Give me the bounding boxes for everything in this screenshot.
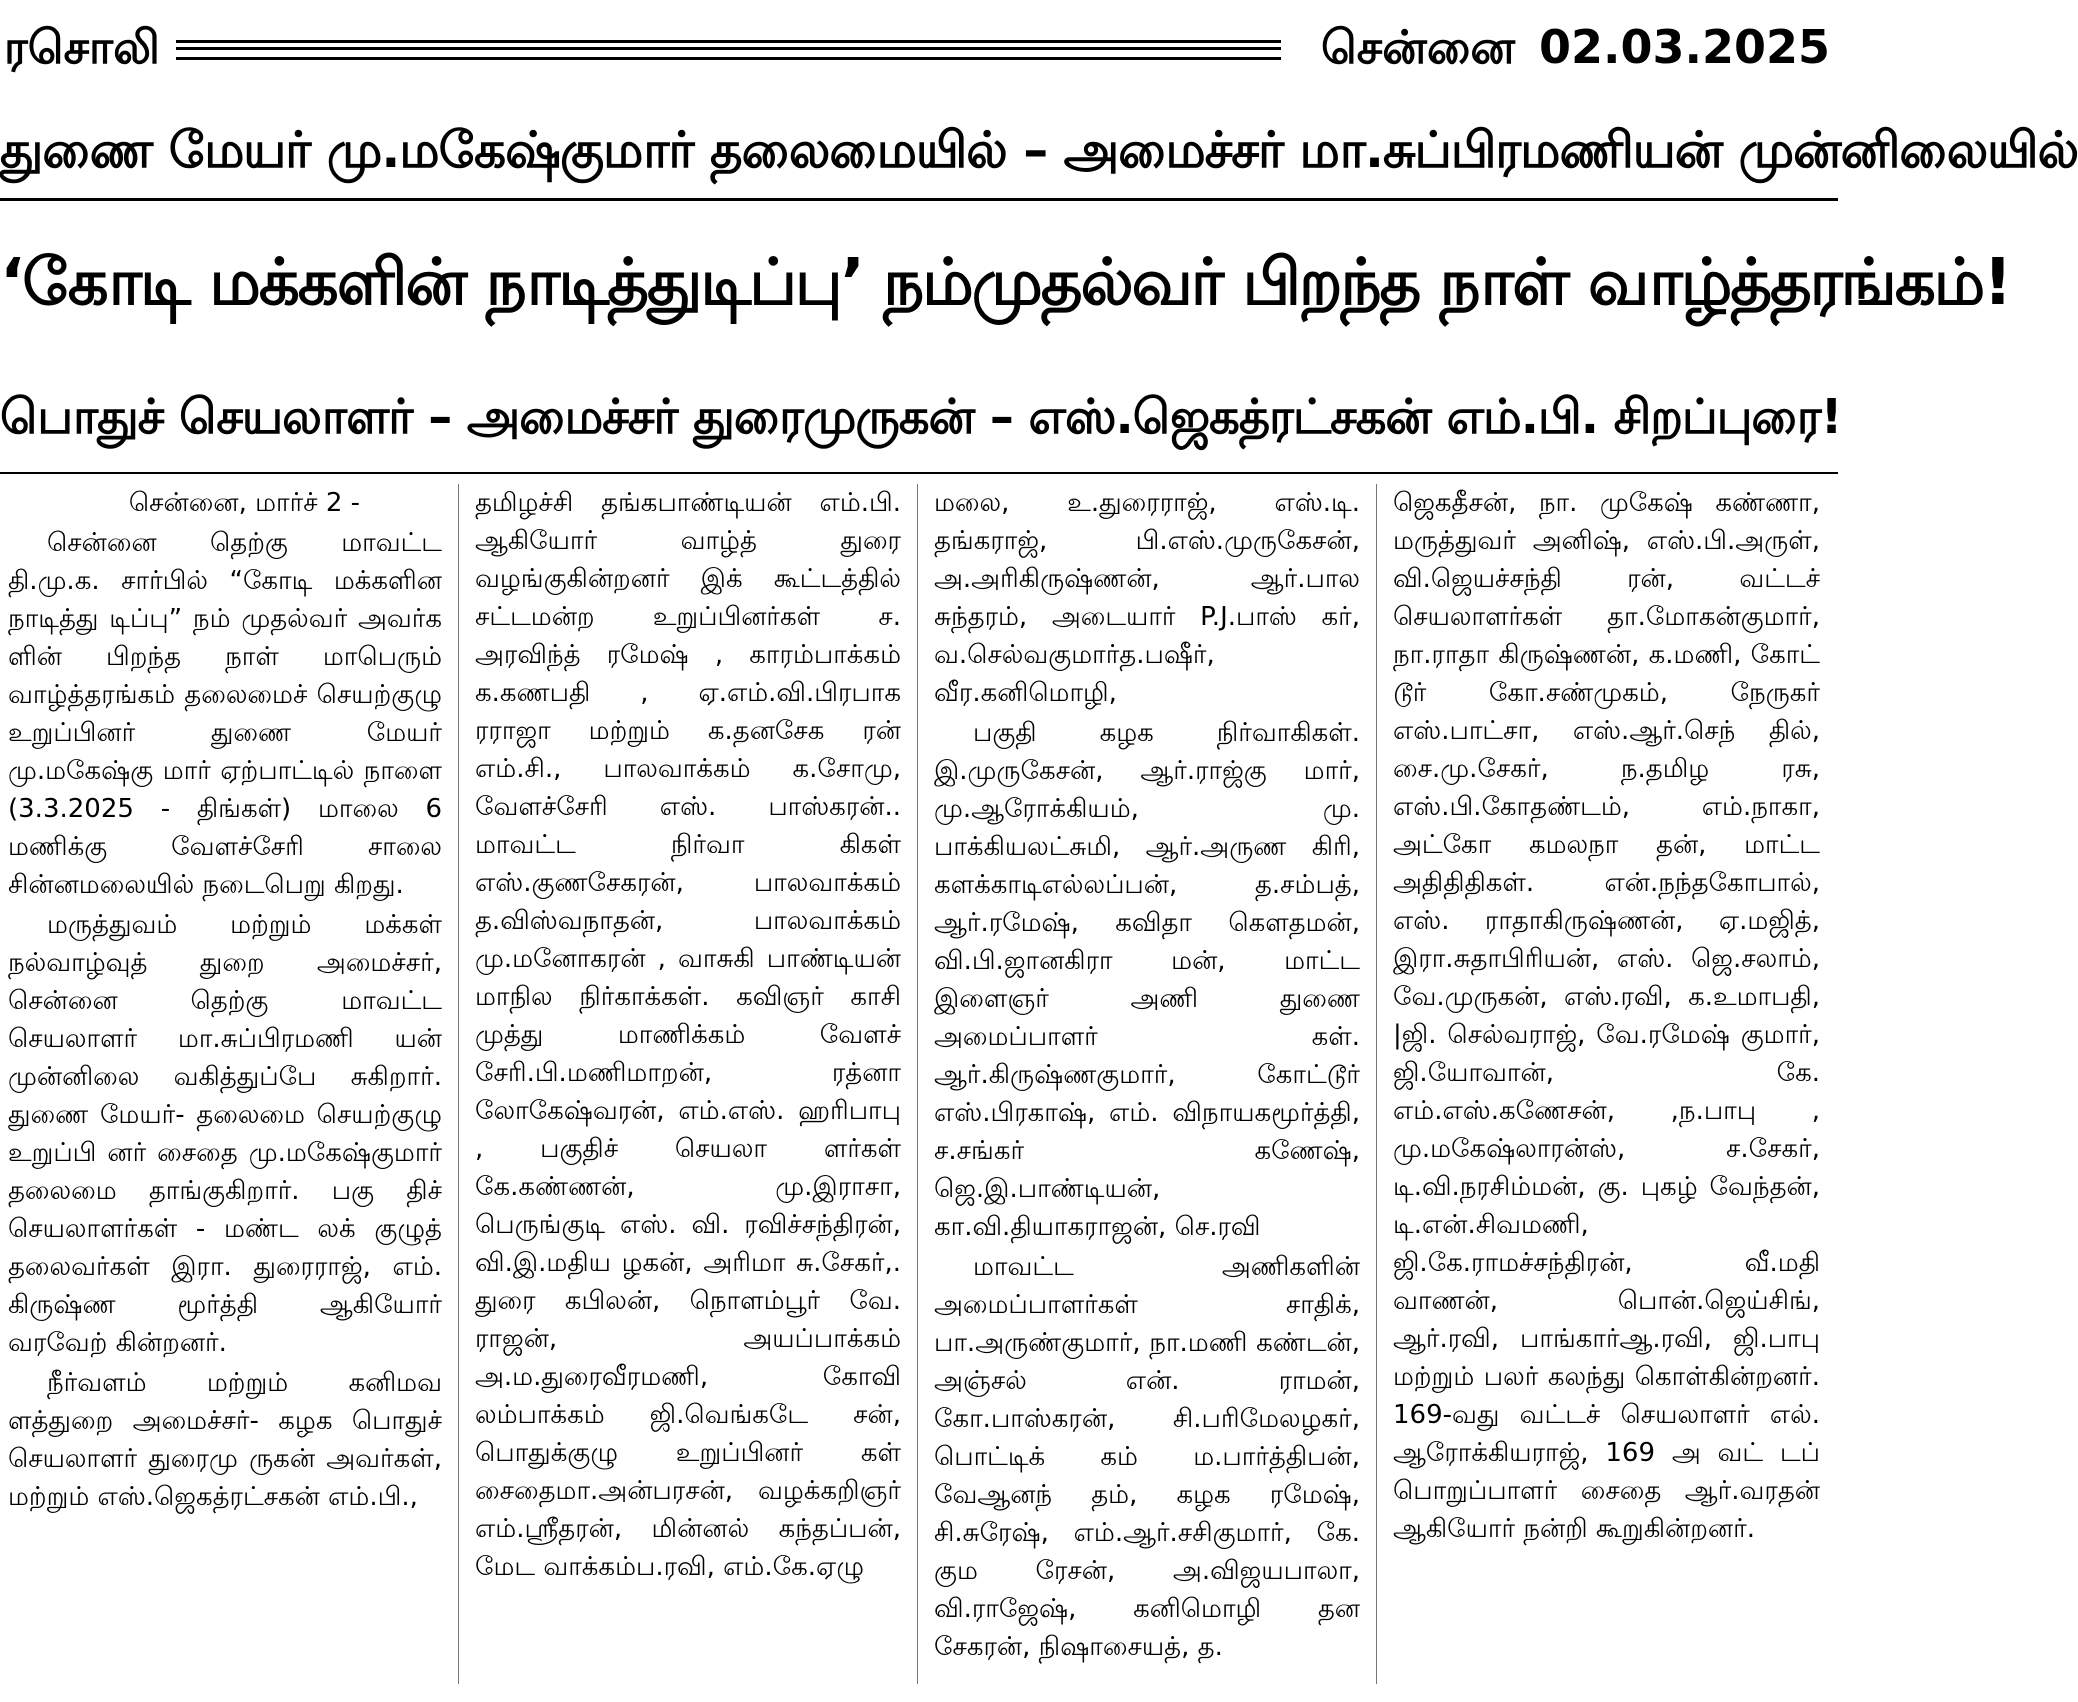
kicker-divider xyxy=(0,198,1838,201)
paper-name: ரசொலி xyxy=(4,19,160,74)
masthead-rule xyxy=(176,40,1281,60)
masthead-dateline xyxy=(1297,20,1838,81)
paragraph: பகுதி கழக நிர்வாகிகள். இ.முருகேசன், ஆர்.ராஜ்கு மார், மு.ஆரோக்கியம், மு. பாக்கியலட்சுமி, ஆர்.அருண கிரி, களக்காடிஎல்லப்பன், த.சம்பத், ஆர்.ரமேஷ், கவிதா கௌதமன், வி.பி.ஜானகிரா மன், மாட்ட இளைஞர் அணி துணை அமைப்பாளர் கள். ஆர்.கிருஷ்ணகுமார், கோட்டூர் எஸ்.பிரகாஷ், எம். விநாயகமூர்த்தி, ச.சங்கர் கணேஷ், ஜெ.இ.பாண்டியன், கா.வி.தியாகராஜன், செ.ரவி xyxy=(934,718,1360,1242)
masthead-city: சென்னை xyxy=(1320,19,1515,74)
paragraph: தமிழச்சி தங்கபாண்டியன் எம்.பி. ஆகியோர் வாழ்த் துரை வழங்குகின்றனர் இக் கூட்டத்தில் சட்டமன்ற உறுப்பினர்கள் ச. அரவிந்த் ரமேஷ் , காரம்பாக்கம் க.கணபதி , ஏ.எம்.வி.பிரபாக ரராஜா மற்றும் க.தனசேக ரன் எம்.சி., பாலவாக்கம் க.சோமு, வேளச்சேரி எஸ். பாஸ்கரன்.. மாவட்ட நிர்வா கிகள் எஸ்.குணசேகரன், பாலவாக்கம் த.விஸ்வநாதன், பாலவாக்கம் மு.மனோகரன் , வாசுகி பாண்டியன் மாநில நிர்காக்கள். கவிஞர் காசி முத்து மாணிக்கம் வேளச் சேரி.பி.மணிமாறன், ரத்னா லோகேஷ்வரன், எம்.எஸ். ஹரிபாபு , பகுதிச் செயலா ளர்கள் கே.கண்ணன், மு.இராசா, பெருங்குடி எஸ். வி. ரவிச்சந்திரன், வி.இ.மதிய ழகன், அரிமா சு.சேகர்,. துரை கபிலன், நொளம்பூர் வே. ராஜன், அயப்பாக்கம் அ.ம.துரைவீரமணி, கோவி லம்பாக்கம் ஜி.வெங்கடே சன், பொதுக்குழு உறுப்பினர் கள் சைதைமா.அன்பரசன், வழக்கறிஞர் எம்.ஸ்ரீதரன், மின்னல் கந்தப்பன், மேட வாக்கம்ப.ரவி, எம்.கே.ஏழு xyxy=(475,488,901,1582)
paragraph: மருத்துவம் மற்றும் மக்கள் நல்வாழ்வுத் துறை அமைச்சர், சென்னை தெற்கு மாவட்ட செயலாளர் மா.சுப்பிரமணி யன் முன்னிலை வகித்துப்பே சுகிறார். துணை மேயர்- தலைமை செயற்குழு உறுப்பி னர் சைதை மு.மகேஷ்குமார் தலைமை தாங்குகிறார். பகு திச் செயலாளர்கள் - மண்ட லக் குழுத் தலைவர்கள் இரா. துரைராஜ், எம். கிருஷ்ண மூர்த்தி ஆகியோர் வரவேற் கின்றனர். xyxy=(8,910,442,1358)
subheadline: பொதுச் செயலாளர் – அமைச்சர் துரைமுருகன் – எஸ்.ஜெகத்ரட்சகன் எம்.பி. சிறப்புரை! xyxy=(0,389,1842,445)
column-1 xyxy=(0,484,459,1684)
kicker-line: துணை மேயர் மு.மகேஷ்குமார் தலைமையில் – அமைச்சர் மா.சுப்பிரமணியன் முன்னிலையில் xyxy=(0,121,2078,179)
column-4 xyxy=(1377,484,1836,1684)
dateline: சென்னை, மார்ச் 2 - xyxy=(128,488,361,518)
paragraph: மாவட்ட அணிகளின் அமைப்பாளர்கள் சாதிக், பா.அருண்குமார், நா.மணி கண்டன், அஞ்சல் என். ராமன், கோ.பாஸ்கரன், சி.பரிமேலழகர், பொட்டிக் கம் ம.பார்த்திபன், வேஆனந் தம், கழக ரமேஷ், சி.சுரேஷ், எம்.ஆர்.சசிகுமார், கே. கும ரேசன், அ.விஜயபாலா, வி.ராஜேஷ், கனிமொழி தன சேகரன், நிஷாசையத், த. xyxy=(934,1252,1360,1662)
column-3 xyxy=(918,484,1377,1684)
headline: ‘கோடி மக்களின் நாடித்துடிப்பு’ நம்முதல்வர் பிறந்த நாள் வாழ்த்தரங்கம்! xyxy=(0,246,2011,320)
paragraph: ஜெகதீசன், நா. முகேஷ் கண்ணா, மருத்துவர் அனிஷ், எஸ்.பி.அருள், வி.ஜெயச்சந்தி ரன், வட்டச் செயலாளர்கள் தா.மோகன்குமார், நா.ராதா கிருஷ்ணன், க.மணி, கோட் டூர் கோ.சண்முகம், நேருகர் எஸ்.பாட்சா, எஸ்.ஆர்.செந் தில், சை.மு.சேகர், ந.தமிழ ரசு, எஸ்.பி.கோதண்டம், எம்.நாகா, அட்கோ கமலநா தன், மாட்ட அதிதிதிகள். என்.நந்தகோபால், எஸ். ராதாகிருஷ்ணன், ஏ.மஜித், இரா.சுதாபிரியன், எஸ். ஜெ.சலாம், வே.முருகன், எஸ்.ரவி, க.உமாபதி, |ஜி. செல்வராஜ், வே.ரமேஷ் குமார், ஜி.யோவான், கே. எம்.எஸ்.கணேசன், ,ந.பாபு , மு.மகேஷ்லாரன்ஸ், ச.சேகர், டி.வி.நரசிம்மன், கு. புகழ் வேந்தன், டி.என்.சிவமணி, ஜி.கே.ராமச்சந்திரன், வீ.மதி வாணன், பொன்.ஜெய்சிங், ஆர்.ரவி, பாங்கார்ஆ.ரவி, ஜி.பாபு மற்றும் பலர் கலந்து கொள்கின்றனர். 169-வது வட்டச் செயலாளர் எல். ஆரோக்கியராஜ், 169 அ வட் டப் பொறுப்பாளர் சைதை ஆர்.வரதன் ஆகியோர் நன்றி கூறுகின்றனர். xyxy=(1393,488,1820,1544)
paragraph: நீர்வளம் மற்றும் கனிமவ ளத்துறை அமைச்சர்- கழக பொதுச் செயலாளர் துரைமு ருகன் அவர்கள், மற்றும் எஸ்.ஜெகத்ரட்சகன் எம்.பி., xyxy=(8,1368,442,1512)
paragraph: சென்னை தெற்கு மாவட்ட தி.மு.க. சார்பில் “கோடி மக்களின நாடித்து டிப்பு” நம் முதல்வர் அவர்க ளின் பிறந்த நாள் மாபெரும் வாழ்த்தரங்கம் தலைமைச் செயற்குழு உறுப்பினர் துணை மேயர் மு.மகேஷ்கு மார் ஏற்பாட்டில் நாளை (3.3.2025 - திங்கள்) மாலை 6 மணிக்கு வேளச்சேரி சாலை சின்னமலையில் நடைபெறு கிறது. xyxy=(8,528,442,900)
subhead-divider xyxy=(0,472,1838,474)
masthead xyxy=(0,0,1838,100)
column-2 xyxy=(459,484,918,1684)
article-body xyxy=(0,484,1838,1684)
paragraph: மலை, உ.துரைராஜ், எஸ்.டி. தங்கராஜ், பி.எஸ்.முருகேசன், அ.அரிகிருஷ்ணன், ஆர்.பால சுந்தரம், அடையார் P.J.பாஸ் கர், வ.செல்வகுமார்த.பஷீர், வீர.கனிமொழி, xyxy=(934,488,1360,708)
masthead-date: 02.03.2025 xyxy=(1538,19,1830,74)
